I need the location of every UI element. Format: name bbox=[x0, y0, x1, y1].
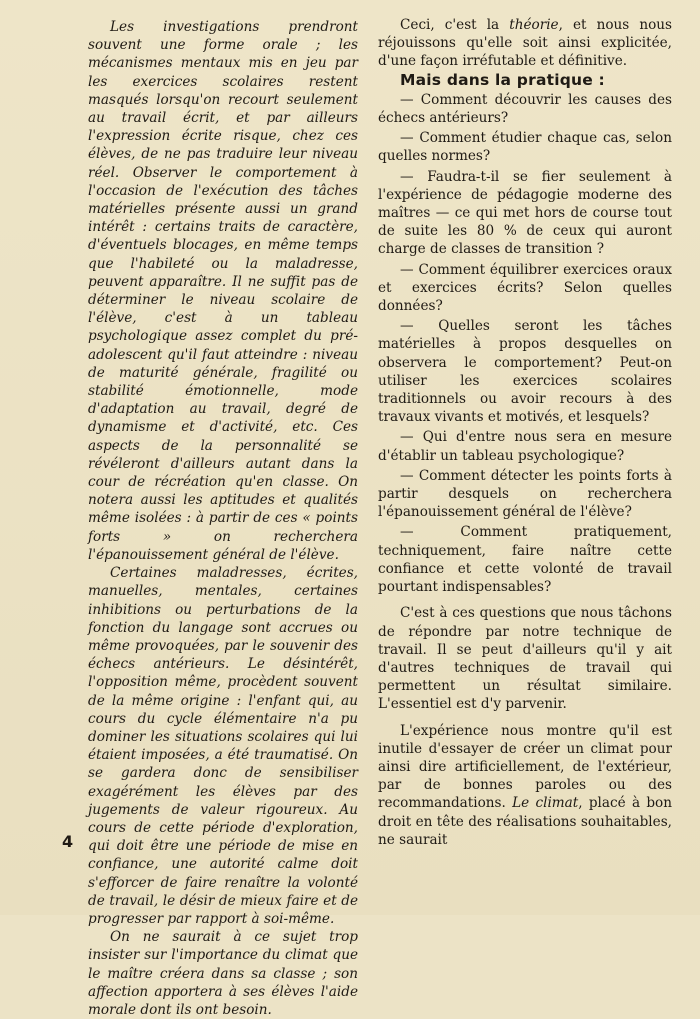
experience-text-end: , placé à bon droit en tête des réalisations souhaitables, ne saurait bbox=[378, 795, 672, 848]
question-4: — Comment équilibrer exercices oraux et exercices écrits? Selon quelles données? bbox=[378, 261, 672, 315]
left-paragraph-1: Les investigations prendront souvent une forme orale ; les mécanismes mentaux mis en jeu par les exercices scolaires restent masqués lorsqu'on recourt seulement au travail écrit, et par ailleurs l'expression écrite risque, chez ces élèves, de ne pas traduire leur niveau réel. Observer le comportement à l'occasion de l'exécution des tâches matérielles présente aussi un grand intérêt : certains traits de caractère, d'éventuels blocages, en même temps que l'habileté ou la maladresse, peuvent apparaître. Il ne suffit pas de déterminer le niveau scolaire de l'élève, c'est à un tableau psychologique assez complet du pré-adolescent qu'il faut atteindre : niveau de maturité générale, fragilité ou stabilité émotionnelle, mode d'adaptation au travail, degré de dynamisme et d'activité, etc. Ces aspects de la personnalité se révéleront d'ailleurs autant dans la cour de récréation qu'en classe. On notera aussi les aptitudes et qualités même isolées : à partir de ces « points forts » on recherchera l'épanouissement général de l'élève. bbox=[88, 19, 358, 563]
question-1: — Comment découvrir les causes des échecs antérieurs? bbox=[378, 91, 672, 127]
question-6: — Qui d'entre nous sera en mesure d'établir un tableau psychologique? bbox=[378, 429, 672, 464]
page-number: 4 bbox=[62, 832, 74, 851]
experience-emphasis: Le climat bbox=[512, 795, 579, 812]
question-8: — Comment pratiquement, techniquement, faire naître cette confiance et cette volonté de travail pourtant indispensables? bbox=[378, 524, 672, 596]
question-3: — Faudra-t-il se fier seulement à l'expérience de pédagogie moderne des maîtres — ce qui met hors de course tout de suite les 80 % de ceux qui auront charge de classes de transition ? bbox=[378, 168, 672, 258]
conclusion-paragraph: C'est à ces questions que nous tâchons de répondre par notre technique de travail. Il se peut d'ailleurs qu'il y ait d'autres techniques de travail qui permettent un résultat similaire. L'essentiel est d'y parvenir. bbox=[378, 605, 672, 713]
question-5: — Quelles seront les tâches matérielles à propos desquelles on observera le comportement? Peut-on utiliser les exercices scolaires traditionnels ou avoir recours à des travaux vivants et motivés, et lesquels? bbox=[378, 318, 672, 426]
intro-text-start: Ceci, c'est la bbox=[400, 17, 510, 33]
left-paragraph-2: Certaines maladresses, écrites, manuelles, mentales, certaines inhibitions ou perturbations de la fonction du langage sont accrues ou même provoquées, par le souvenir des échecs antérieurs. Le désintérêt, l'opposition même, procèdent souvent de la même origine : l'enfant qui, au cours du cycle élémentaire n'a pu dominer les situations scolaires qui lui étaient imposées, a été traumatisé. On se gardera donc de sensibiliser exagérément les élèves par des jugements de valeur rigoureux. Au cours de cette période d'exploration, qui doit être une période de mise en confiance, une autorité calme doit s'efforcer de faire renaître la volonté de travail, le désir de mieux faire et de progresser par rapport à soi-même. bbox=[88, 565, 358, 927]
question-2: — Comment étudier chaque cas, selon quelles normes? bbox=[378, 130, 672, 165]
experience-paragraph bbox=[378, 722, 672, 849]
section-heading: Mais dans la pratique : bbox=[400, 70, 605, 89]
left-column bbox=[88, 18, 358, 1019]
intro-emphasis: théorie bbox=[509, 17, 559, 33]
left-paragraph-3: On ne saurait à ce sujet trop insister sur l'importance du climat que le maître créera dans sa classe ; son affection apportera à ses élèves l'aide morale dont ils ont besoin. bbox=[88, 929, 358, 1018]
intro-paragraph bbox=[378, 16, 672, 71]
intro-text-end: , et nous nous réjouissons qu'elle soit ainsi explicitée, d'une façon irréfutable et définitive. bbox=[378, 17, 672, 70]
question-7: — Comment détecter les points forts à partir desquels on recherchera l'épanouissement général de l'élève? bbox=[378, 467, 672, 521]
right-column bbox=[378, 16, 672, 849]
experience-text-start: L'expérience nous montre qu'il est inutile d'essayer de créer un climat pour ainsi dire artificiellement, de l'extérieur, par de bonnes paroles ou des recommandations. bbox=[378, 722, 672, 812]
